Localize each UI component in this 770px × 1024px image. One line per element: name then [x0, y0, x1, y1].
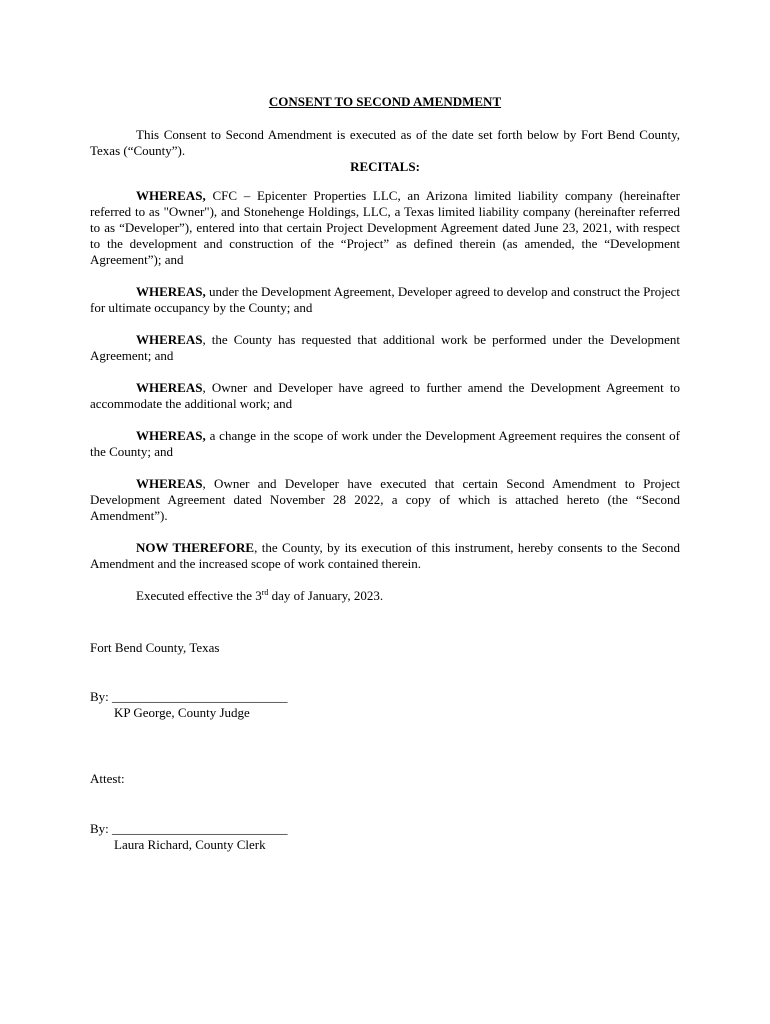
recital-text: under the Development Agreement, Developer agreed to develop and construct the Project for ultimate occupancy by the County; and [90, 284, 680, 315]
recitals-heading: RECITALS: [350, 159, 420, 174]
clerk-signature-block [90, 821, 680, 853]
judge-name: KP George, County Judge [114, 705, 250, 720]
recital-text: , Owner and Developer have executed that certain Second Amendment to Project Development Agreement dated November 28 2022, a copy of which is attached hereto (the “Second Amendment”). [90, 476, 680, 523]
executed-text: Executed effective the 3 [136, 588, 262, 603]
recital-keyword: WHEREAS, [136, 188, 206, 203]
document-title: CONSENT TO SECOND AMENDMENT [268, 94, 502, 109]
executed-date-line [90, 588, 680, 604]
judge-signature-block [90, 689, 680, 721]
recital-paragraph [90, 476, 680, 524]
judge-signature-line: By: ___________________________ [90, 689, 288, 704]
attest-label: Attest: [90, 771, 125, 786]
recital-paragraph [90, 428, 680, 460]
recital-text: , the County has requested that additional work be performed under the Development Agreement; and [90, 332, 680, 363]
recital-keyword: WHEREAS [136, 476, 203, 491]
consent-paragraph [90, 540, 680, 572]
recital-text: , Owner and Developer have agreed to further amend the Development Agreement to accommodate the additional work; and [90, 380, 680, 411]
executed-text-end: day of January, 2023. [268, 588, 384, 603]
clerk-name: Laura Richard, County Clerk [114, 837, 266, 852]
recital-keyword: WHEREAS, [136, 428, 206, 443]
recital-paragraph [90, 284, 680, 316]
consent-keyword: NOW THEREFORE [136, 540, 255, 555]
ordinal-suffix: rd [261, 588, 269, 597]
county-name: Fort Bend County, Texas [90, 640, 220, 655]
recital-text: a change in the scope of work under the Development Agreement requires the consent of the County; and [90, 428, 680, 459]
intro-paragraph: This Consent to Second Amendment is executed as of the date set forth below by Fort Bend County, Texas (“County”). [90, 127, 680, 158]
document-body [90, 94, 680, 620]
clerk-signature-line: By: ___________________________ [90, 821, 288, 836]
consent-text: , the County, by its execution of this instrument, hereby consents to the Second Amendment and the increased scope of work contained therein. [90, 540, 680, 571]
recital-paragraph [90, 188, 680, 268]
recital-keyword: WHEREAS [136, 380, 203, 395]
recital-keyword: WHEREAS, [136, 284, 206, 299]
recital-paragraph [90, 332, 680, 364]
recital-text: CFC – Epicenter Properties LLC, an Arizona limited liability company (hereinafter referred to as "Owner"), and Stonehenge Holdings, LLC, a Texas limited liability company (hereinafter referred to as “Developer”), entered into that certain Project Development Agreement dated June 23, 2021, with respect to the development and construction of the “Project” as defined therein (as amended, the “Development Agreement”); and [90, 188, 680, 267]
recital-paragraph [90, 380, 680, 412]
recital-keyword: WHEREAS [136, 332, 203, 347]
